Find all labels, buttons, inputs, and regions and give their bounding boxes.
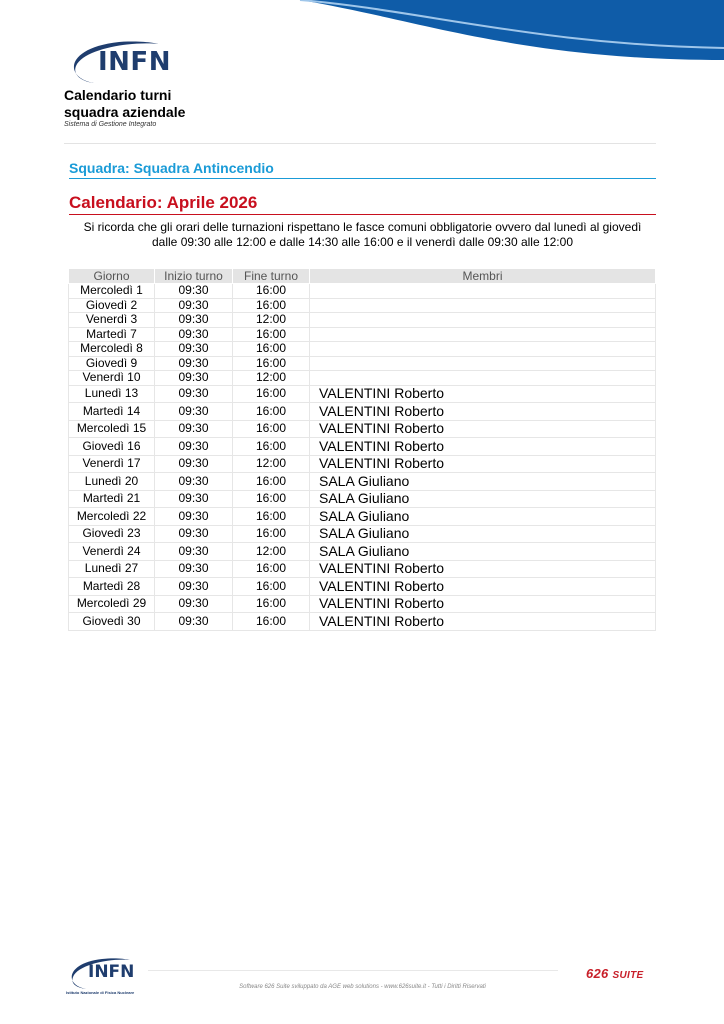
cell-end: 16:00 xyxy=(233,420,310,438)
cell-end: 16:00 xyxy=(233,403,310,421)
cell-start: 09:30 xyxy=(155,313,233,328)
column-header-members: Membri xyxy=(310,269,656,284)
cell-members xyxy=(310,298,656,313)
cell-day: Mercoledì 8 xyxy=(69,342,155,357)
cell-end: 16:00 xyxy=(233,385,310,403)
cell-members: SALA Giuliano xyxy=(310,473,656,491)
cell-day: Martedì 7 xyxy=(69,327,155,342)
cell-day: Mercoledì 22 xyxy=(69,508,155,526)
cell-day: Lunedì 13 xyxy=(69,385,155,403)
cell-end: 16:00 xyxy=(233,356,310,371)
cell-members: VALENTINI Roberto xyxy=(310,560,656,578)
cell-end: 16:00 xyxy=(233,578,310,596)
cell-end: 16:00 xyxy=(233,342,310,357)
table-row xyxy=(69,560,656,578)
cell-end: 16:00 xyxy=(233,298,310,313)
626-suite-logo xyxy=(586,966,643,981)
cell-members: SALA Giuliano xyxy=(310,525,656,543)
column-header-day: Giorno xyxy=(69,269,155,284)
cell-end: 16:00 xyxy=(233,508,310,526)
cell-members: VALENTINI Roberto xyxy=(310,578,656,596)
suite-logo-number: 626 xyxy=(586,966,609,981)
cell-end: 12:00 xyxy=(233,313,310,328)
column-header-start: Inizio turno xyxy=(155,269,233,284)
footer-infn-logo-subtext: Istituto Nazionale di Fisica Nucleare xyxy=(66,990,135,995)
cell-end: 12:00 xyxy=(233,371,310,386)
table-row xyxy=(69,327,656,342)
cell-members: VALENTINI Roberto xyxy=(310,420,656,438)
footer-infn-logo-text: INFN xyxy=(88,962,135,982)
table-row xyxy=(69,613,656,631)
title-line-2: squadra aziendale xyxy=(64,104,186,120)
cell-members xyxy=(310,284,656,299)
cell-day: Venerdì 24 xyxy=(69,543,155,561)
cell-start: 09:30 xyxy=(155,284,233,299)
cell-members xyxy=(310,327,656,342)
suite-logo-word: SUITE xyxy=(612,970,644,981)
cell-members: VALENTINI Roberto xyxy=(310,613,656,631)
cell-end: 16:00 xyxy=(233,525,310,543)
cell-day: Mercoledì 29 xyxy=(69,595,155,613)
cell-end: 16:00 xyxy=(233,284,310,299)
cell-day: Mercoledì 15 xyxy=(69,420,155,438)
cell-members: VALENTINI Roberto xyxy=(310,385,656,403)
cell-start: 09:30 xyxy=(155,420,233,438)
cell-end: 16:00 xyxy=(233,490,310,508)
table-row xyxy=(69,525,656,543)
cell-day: Martedì 21 xyxy=(69,490,155,508)
note-line-1: Si ricorda che gli orari delle turnazioni rispettano le fasce comuni obbligatorie ovvero dal lunedì al giovedì xyxy=(83,220,642,234)
cell-members xyxy=(310,371,656,386)
note-line-2: dalle 09:30 alle 12:00 e dalle 14:30 alle 16:00 e il venerdì dalle 09:30 alle 12:00 xyxy=(152,235,573,249)
cell-day: Lunedì 27 xyxy=(69,560,155,578)
cell-start: 09:30 xyxy=(155,403,233,421)
cell-day: Lunedì 20 xyxy=(69,473,155,491)
cell-end: 16:00 xyxy=(233,595,310,613)
cell-day: Mercoledì 1 xyxy=(69,284,155,299)
cell-day: Giovedì 2 xyxy=(69,298,155,313)
cell-start: 09:30 xyxy=(155,473,233,491)
table-row xyxy=(69,284,656,299)
cell-day: Giovedì 9 xyxy=(69,356,155,371)
table-row xyxy=(69,420,656,438)
footer-copyright: Software 626 Suite sviluppato da AGE web solutions - www.626suite.it - Tutti i Diritti Riservati xyxy=(239,984,486,990)
cell-end: 12:00 xyxy=(233,455,310,473)
cell-day: Martedì 14 xyxy=(69,403,155,421)
squad-heading: Squadra: Squadra Antincendio xyxy=(69,160,656,179)
cell-start: 09:30 xyxy=(155,613,233,631)
cell-start: 09:30 xyxy=(155,438,233,456)
cell-start: 09:30 xyxy=(155,385,233,403)
cell-start: 09:30 xyxy=(155,490,233,508)
cell-start: 09:30 xyxy=(155,455,233,473)
cell-day: Venerdì 3 xyxy=(69,313,155,328)
cell-start: 09:30 xyxy=(155,595,233,613)
table-row xyxy=(69,438,656,456)
cell-members: SALA Giuliano xyxy=(310,490,656,508)
cell-members: SALA Giuliano xyxy=(310,543,656,561)
cell-start: 09:30 xyxy=(155,298,233,313)
cell-members: SALA Giuliano xyxy=(310,508,656,526)
document-subtitle: Sistema di Gestione Integrato xyxy=(64,121,157,128)
footer-divider xyxy=(148,970,558,971)
table-row xyxy=(69,508,656,526)
column-header-end: Fine turno xyxy=(233,269,310,284)
table-row xyxy=(69,313,656,328)
shifts-table xyxy=(68,268,656,631)
cell-end: 16:00 xyxy=(233,327,310,342)
header-divider xyxy=(64,143,656,144)
cell-end: 16:00 xyxy=(233,438,310,456)
cell-start: 09:30 xyxy=(155,525,233,543)
cell-start: 09:30 xyxy=(155,342,233,357)
table-row xyxy=(69,543,656,561)
cell-end: 16:00 xyxy=(233,613,310,631)
table-row xyxy=(69,403,656,421)
cell-day: Giovedì 23 xyxy=(69,525,155,543)
cell-start: 09:30 xyxy=(155,356,233,371)
table-header-row xyxy=(69,269,656,284)
table-row xyxy=(69,385,656,403)
table-row xyxy=(69,595,656,613)
cell-start: 09:30 xyxy=(155,578,233,596)
table-row xyxy=(69,298,656,313)
infn-logo-text: INFN xyxy=(98,47,171,77)
cell-start: 09:30 xyxy=(155,508,233,526)
table-body xyxy=(69,284,656,631)
cell-members: VALENTINI Roberto xyxy=(310,438,656,456)
cell-start: 09:30 xyxy=(155,371,233,386)
table-row xyxy=(69,473,656,491)
calendar-heading: Calendario: Aprile 2026 xyxy=(69,193,656,215)
title-line-1: Calendario turni xyxy=(64,87,172,103)
table-row xyxy=(69,455,656,473)
table-row xyxy=(69,356,656,371)
table-row xyxy=(69,490,656,508)
cell-day: Martedì 28 xyxy=(69,578,155,596)
cell-members: VALENTINI Roberto xyxy=(310,455,656,473)
cell-start: 09:30 xyxy=(155,327,233,342)
cell-end: 16:00 xyxy=(233,560,310,578)
cell-members xyxy=(310,313,656,328)
document-title xyxy=(64,87,185,121)
cell-day: Giovedì 16 xyxy=(69,438,155,456)
cell-start: 09:30 xyxy=(155,543,233,561)
cell-day: Venerdì 17 xyxy=(69,455,155,473)
table-row xyxy=(69,342,656,357)
table-row xyxy=(69,578,656,596)
table-row xyxy=(69,371,656,386)
cell-members: VALENTINI Roberto xyxy=(310,403,656,421)
cell-members xyxy=(310,342,656,357)
cell-end: 12:00 xyxy=(233,543,310,561)
cell-end: 16:00 xyxy=(233,473,310,491)
cell-members: VALENTINI Roberto xyxy=(310,595,656,613)
schedule-note xyxy=(69,220,656,250)
cell-start: 09:30 xyxy=(155,560,233,578)
cell-day: Giovedì 30 xyxy=(69,613,155,631)
cell-members xyxy=(310,356,656,371)
cell-day: Venerdì 10 xyxy=(69,371,155,386)
